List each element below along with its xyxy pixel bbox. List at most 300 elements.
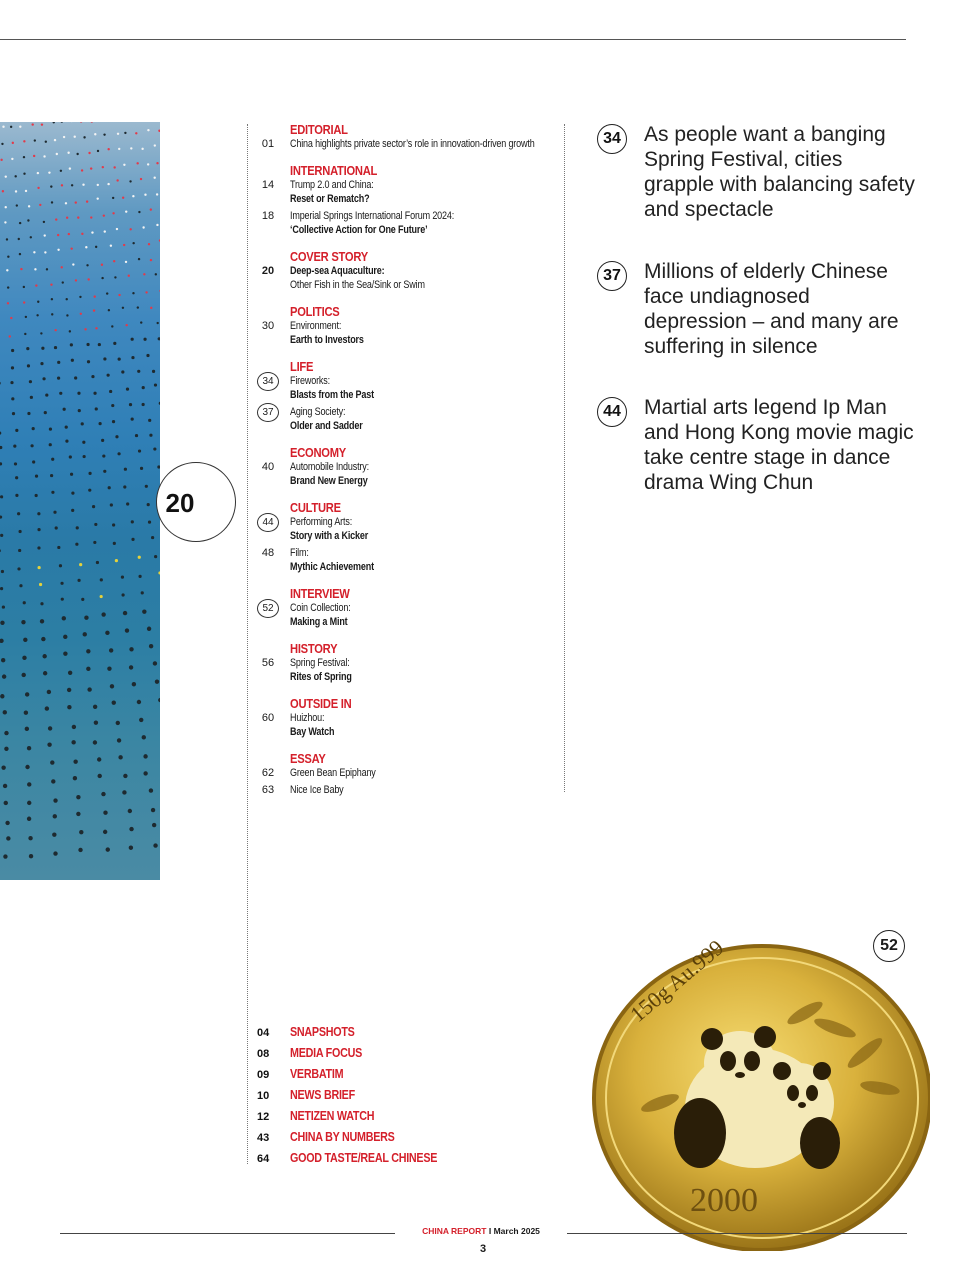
buoy — [53, 814, 57, 818]
buoy — [138, 211, 140, 213]
buoy — [40, 362, 43, 365]
buoy — [29, 854, 33, 858]
buoy — [148, 521, 151, 524]
regular-section-item[interactable] — [257, 1148, 461, 1169]
buoy — [0, 534, 3, 537]
buoy — [101, 264, 103, 266]
buoy — [18, 530, 21, 533]
toc-section — [257, 641, 557, 684]
buoy — [125, 324, 127, 326]
buoy — [156, 162, 158, 164]
buoy — [40, 332, 42, 334]
buoy — [148, 243, 150, 245]
toc-entry-page: 37 — [257, 403, 279, 422]
buoy — [86, 343, 89, 346]
buoy — [122, 790, 126, 794]
buoy — [142, 609, 146, 613]
buoy — [7, 256, 9, 258]
buoy — [61, 122, 63, 123]
buoy — [88, 489, 91, 492]
buoy — [19, 222, 21, 224]
buoy — [71, 492, 74, 495]
buoy — [2, 126, 4, 128]
buoy — [110, 245, 112, 247]
buoy — [72, 725, 76, 729]
buoy — [67, 152, 69, 154]
toc-section — [257, 163, 557, 237]
buoy — [86, 667, 90, 671]
buoy — [138, 258, 140, 260]
buoy — [145, 291, 147, 293]
buoy — [94, 295, 96, 297]
buoy — [83, 455, 86, 458]
buoy — [66, 314, 68, 316]
buoy — [0, 462, 2, 465]
buoy — [77, 392, 80, 395]
buoy — [23, 301, 25, 303]
highlight-page-badge: 44 — [597, 397, 627, 427]
buoy — [43, 221, 45, 223]
buoy — [138, 449, 141, 452]
buoy — [113, 542, 116, 545]
toc-section-title[interactable]: COVER STORY — [290, 249, 368, 264]
buoy — [53, 851, 57, 855]
toc-entry-page: 62 — [261, 767, 275, 779]
buoy — [129, 180, 131, 182]
toc-section-title[interactable]: OUTSIDE IN — [290, 696, 352, 711]
toc-entry-page: 63 — [261, 784, 275, 796]
buoy — [86, 264, 88, 266]
buoy — [21, 620, 25, 624]
buoy — [33, 251, 35, 253]
toc-entry[interactable] — [257, 515, 557, 543]
buoy — [77, 579, 80, 582]
buoy — [96, 561, 99, 564]
buoy — [143, 754, 147, 758]
toc-entry[interactable] — [257, 460, 557, 488]
top-rule — [0, 39, 906, 40]
buoy — [150, 307, 152, 309]
toc-divider — [247, 124, 248, 1164]
toc-section-title[interactable]: LIFE — [290, 359, 314, 374]
buoy — [70, 343, 73, 346]
buoy — [45, 393, 48, 396]
buoy — [6, 238, 8, 240]
buoy — [146, 354, 149, 357]
page-number: 3 — [479, 1243, 487, 1255]
toc-entry-label: Aging Society: — [290, 406, 346, 418]
buoy — [142, 403, 145, 406]
buoy — [10, 126, 12, 128]
toc-entry-label: Trump 2.0 and China: — [290, 179, 374, 191]
buoy — [28, 205, 30, 207]
buoy — [70, 247, 72, 249]
buoy — [135, 132, 137, 134]
regular-section-item[interactable] — [257, 1127, 461, 1148]
buoy — [71, 359, 74, 362]
buoy — [123, 485, 126, 488]
toc-entry-title: Brand New Energy — [290, 475, 368, 487]
buoy — [0, 382, 1, 385]
buoy — [37, 172, 39, 174]
regular-section-item[interactable] — [257, 1064, 461, 1085]
toc-section-title[interactable]: CULTURE — [290, 500, 341, 515]
buoy — [23, 172, 25, 174]
buoy — [27, 219, 29, 221]
buoy — [158, 337, 160, 340]
buoy — [45, 141, 47, 143]
buoy — [0, 639, 4, 643]
buoy — [40, 602, 43, 605]
buoy — [44, 411, 47, 414]
buoy — [0, 694, 4, 698]
buoy — [27, 801, 31, 805]
buoy — [48, 726, 52, 730]
buoy — [137, 370, 140, 373]
buoy — [94, 133, 96, 135]
toc-section-title[interactable]: ECONOMY — [290, 445, 346, 460]
buoy — [131, 418, 134, 421]
buoy — [79, 830, 83, 834]
buoy — [11, 366, 14, 369]
buoy — [138, 556, 141, 559]
toc-entry[interactable] — [257, 178, 557, 206]
buoy — [159, 402, 160, 405]
buoy — [145, 485, 148, 488]
toc-entry-title: ‘Collective Action for One Future’ — [290, 224, 428, 236]
buoy — [118, 755, 122, 759]
buoy — [25, 190, 27, 192]
toc-entry[interactable] — [257, 656, 557, 684]
buoy — [98, 343, 101, 346]
buoy — [156, 193, 158, 195]
coin-denomination: 2000 — [690, 1182, 758, 1219]
regular-section-title: VERBATIM — [290, 1067, 344, 1081]
buoy — [129, 665, 133, 669]
buoy — [27, 746, 31, 750]
buoy — [11, 158, 13, 160]
table-of-contents — [257, 122, 557, 809]
regular-section-page: 12 — [257, 1111, 270, 1123]
buoy — [117, 133, 119, 135]
regular-section-item[interactable] — [257, 1043, 461, 1064]
toc-entry[interactable] — [257, 405, 557, 433]
cover-story-page-badge[interactable] — [156, 462, 236, 542]
buoy — [65, 426, 68, 429]
buoy — [72, 263, 74, 265]
buoy — [66, 217, 68, 219]
buoy — [27, 364, 30, 367]
buoy — [51, 298, 53, 300]
buoy — [15, 429, 18, 432]
toc-entry[interactable] — [257, 783, 557, 797]
buoy — [93, 309, 95, 311]
toc-section-title[interactable]: INTERVIEW — [290, 586, 350, 601]
buoy — [32, 460, 35, 463]
toc-entry[interactable] — [257, 137, 557, 151]
toc-entry[interactable] — [257, 601, 557, 629]
buoy — [158, 698, 160, 702]
buoy — [0, 587, 3, 590]
toc-section-title[interactable]: POLITICS — [290, 304, 340, 319]
buoy — [44, 234, 46, 236]
buoy — [86, 200, 88, 202]
buoy — [42, 654, 46, 658]
buoy — [154, 383, 157, 386]
buoy — [73, 776, 77, 780]
toc-section-title[interactable]: EDITORIAL — [290, 122, 348, 137]
buoy — [97, 150, 99, 152]
toc-entry-title: Reset or Rematch? — [290, 193, 370, 205]
buoy — [73, 759, 77, 763]
coin-page-badge[interactable]: 52 — [873, 930, 905, 962]
buoy — [79, 296, 81, 298]
toc-entry[interactable] — [257, 711, 557, 739]
buoy — [34, 139, 36, 141]
buoy — [74, 376, 77, 379]
buoy — [104, 230, 106, 232]
buoy — [100, 595, 103, 598]
buoy — [51, 779, 55, 783]
buoy — [113, 342, 116, 345]
buoy — [101, 792, 105, 796]
buoy — [21, 673, 25, 677]
buoy — [24, 333, 26, 335]
buoy — [103, 470, 106, 473]
toc-section — [257, 359, 557, 433]
buoy — [35, 475, 38, 478]
toc-entry[interactable] — [257, 264, 557, 292]
toc-section-title[interactable]: INTERNATIONAL — [290, 163, 378, 178]
buoy — [102, 454, 105, 457]
buoy — [15, 494, 18, 497]
toc-section-title[interactable]: HISTORY — [290, 641, 338, 656]
toc-section-title[interactable]: ESSAY — [290, 751, 326, 766]
buoy — [91, 231, 93, 233]
buoy — [46, 268, 48, 270]
toc-entry-title: Making a Mint — [290, 616, 348, 628]
buoy — [7, 286, 9, 288]
buoy — [14, 462, 17, 465]
toc-entry-title: Rites of Spring — [290, 671, 352, 683]
buoy — [87, 278, 89, 280]
toc-entry-label: Nice Ice Baby — [290, 784, 344, 796]
buoy — [67, 688, 71, 692]
buoy — [61, 598, 64, 601]
regular-section-title: SNAPSHOTS — [290, 1025, 355, 1039]
buoy — [84, 328, 86, 330]
buoy — [7, 302, 9, 304]
buoy — [107, 666, 111, 670]
toc-entry-label: Green Bean Epiphany — [290, 767, 376, 779]
toc-entry-title: Bay Watch — [290, 726, 335, 738]
buoy — [123, 164, 125, 166]
buoy — [30, 236, 32, 238]
buoy — [0, 432, 1, 435]
toc-entry-page: 52 — [257, 599, 279, 618]
regular-section-page: 64 — [257, 1153, 270, 1165]
buoy — [115, 559, 118, 562]
buoy — [130, 147, 132, 149]
toc-entry-page: 56 — [261, 657, 275, 669]
buoy — [113, 166, 115, 168]
buoy — [1, 765, 5, 769]
toc-entry-title: Earth to Investors — [290, 334, 364, 346]
buoy — [6, 836, 10, 840]
regular-sections-list — [257, 1022, 461, 1169]
buoy — [57, 546, 60, 549]
buoy — [59, 564, 62, 567]
buoy — [123, 244, 125, 246]
buoy — [153, 661, 157, 665]
buoy — [23, 601, 26, 604]
buoy — [80, 122, 82, 123]
regular-section-item[interactable] — [257, 1085, 461, 1106]
buoy — [140, 467, 143, 470]
buoy — [10, 317, 12, 319]
buoy — [2, 605, 5, 608]
buoy — [82, 441, 85, 444]
buoy — [103, 133, 105, 135]
toc-entry[interactable] — [257, 319, 557, 347]
toc-entry-page: 20 — [261, 265, 275, 277]
buoy — [4, 747, 8, 751]
buoy — [159, 290, 160, 292]
buoy — [97, 197, 99, 199]
buoy — [102, 166, 104, 168]
regular-section-item[interactable] — [257, 1022, 461, 1043]
buoy — [62, 281, 64, 283]
toc-entry-page: 40 — [261, 461, 275, 473]
buoy — [92, 505, 95, 508]
panda-gold-coin-image[interactable] — [590, 933, 930, 1251]
buoy — [2, 190, 4, 192]
buoy — [2, 674, 6, 678]
buoy — [150, 259, 152, 261]
toc-entry[interactable] — [257, 766, 557, 780]
buoy — [131, 520, 134, 523]
regular-section-item[interactable] — [257, 1106, 461, 1127]
toc-entry-title: Deep-sea Aquaculture: — [290, 265, 385, 277]
buoy — [121, 593, 124, 596]
buoy — [158, 571, 160, 574]
buoy — [129, 846, 133, 850]
buoy — [101, 612, 105, 616]
buoy — [157, 465, 160, 468]
buoy — [79, 563, 82, 566]
buoy — [28, 836, 32, 840]
buoy — [69, 330, 71, 332]
buoy — [49, 443, 52, 446]
toc-entry-label: China highlights private sector’s role in innovation-driven growth — [290, 138, 535, 150]
buoy — [129, 647, 133, 651]
buoy — [54, 139, 56, 141]
buoy — [29, 380, 32, 383]
buoy — [103, 357, 106, 360]
buoy — [53, 122, 55, 123]
buoy — [148, 419, 151, 422]
issue-date: March 2025 — [493, 1226, 540, 1236]
buoy — [47, 742, 51, 746]
buoy — [61, 266, 63, 268]
buoy — [38, 566, 41, 569]
buoy — [112, 212, 114, 214]
buoy — [84, 615, 88, 619]
toc-entry-label: Huizhou: — [290, 712, 325, 724]
buoy — [1, 143, 3, 145]
buoy — [110, 684, 114, 688]
toc-entry[interactable] — [257, 374, 557, 402]
buoy — [11, 397, 14, 400]
regular-section-title: CHINA BY NUMBERS — [290, 1130, 395, 1144]
toc-entry[interactable] — [257, 546, 557, 574]
buoy — [35, 284, 37, 286]
buoy — [59, 392, 62, 395]
buoy — [114, 276, 116, 278]
buoy — [142, 735, 146, 739]
buoy — [74, 136, 76, 138]
buoy — [140, 321, 142, 323]
toc-entry-page: 60 — [261, 712, 275, 724]
toc-entry-page: 48 — [261, 547, 275, 559]
buoy — [109, 390, 112, 393]
highlight-text: Martial arts legend Ip Man and Hong Kong movie magic take centre stage in dance drama Wing Chun — [644, 396, 914, 494]
buoy — [71, 740, 75, 744]
buoy — [15, 476, 18, 479]
buoy — [27, 782, 31, 786]
buoy — [99, 422, 102, 425]
buoy — [137, 700, 141, 704]
buoy — [106, 847, 110, 851]
buoy — [142, 226, 144, 228]
buoy — [125, 628, 129, 632]
buoy — [147, 129, 149, 131]
buoy — [39, 204, 41, 206]
buoy — [81, 169, 83, 171]
buoy — [37, 546, 40, 549]
buoy — [18, 238, 20, 240]
buoy — [128, 275, 130, 277]
buoy — [11, 349, 14, 352]
buoy — [0, 495, 3, 498]
buoy — [22, 656, 26, 660]
buoy — [153, 447, 156, 450]
toc-entry[interactable] — [257, 209, 557, 237]
buoy — [12, 142, 14, 144]
footer-masthead — [395, 1226, 567, 1236]
cover-story-photo[interactable] — [0, 122, 160, 880]
buoy — [76, 795, 80, 799]
buoy — [85, 246, 87, 248]
buoy — [142, 386, 145, 389]
buoy — [147, 503, 150, 506]
buoy — [101, 439, 104, 442]
buoy — [98, 774, 102, 778]
buoy — [71, 184, 73, 186]
toc-section — [257, 751, 557, 797]
buoy — [81, 422, 84, 425]
toc-entry-label: Imperial Springs International Forum 2024: — [290, 210, 455, 222]
buoy — [103, 214, 105, 216]
buoy — [103, 810, 107, 814]
toc-entry-page: 18 — [261, 210, 275, 222]
buoy — [152, 370, 155, 373]
toc-section — [257, 696, 557, 739]
buoy — [35, 494, 38, 497]
buoy — [55, 526, 58, 529]
publication-name: CHINA REPORT — [422, 1226, 487, 1236]
buoy — [109, 648, 113, 652]
